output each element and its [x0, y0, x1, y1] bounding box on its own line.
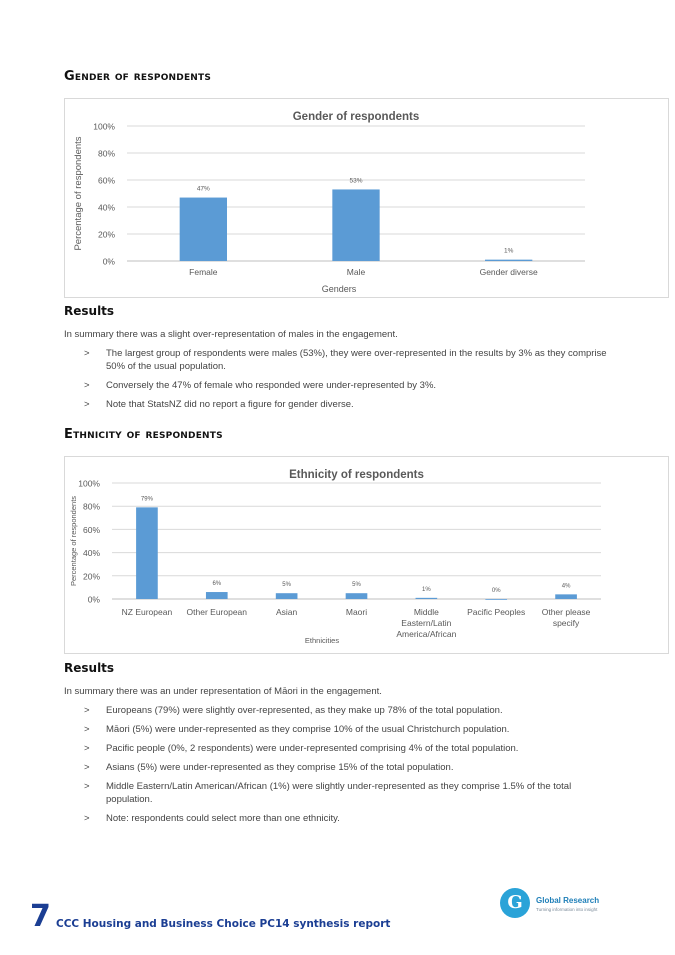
logo-tagline: Turning information into insight: [536, 907, 598, 912]
gender-section-heading: Gender of respondents: [64, 69, 212, 84]
gender-bullet-text: Note that StatsNZ did no report a figure for gender diverse.: [106, 399, 354, 410]
y-tick-label: 80%: [97, 148, 115, 159]
bar: [485, 260, 532, 261]
y-tick-label: 100%: [78, 478, 100, 489]
ethnicity-bullet-item: [84, 704, 619, 717]
bullet-marker-icon: >: [84, 743, 90, 754]
data-label: 6%: [212, 581, 222, 588]
y-axis-label: Percentage of respondents: [69, 495, 78, 587]
ethnicity-bullet-text: Middle Eastern/Latin American/African (1%) were slightly under-represented as they comprise 1.5% of the total population.: [106, 781, 572, 805]
ethnicity-bullet-item: [84, 780, 619, 806]
chart-title: Ethnicity of respondents: [289, 469, 424, 481]
page-number: 7: [30, 899, 51, 934]
bar: [332, 189, 379, 261]
x-axis-label: Ethnicities: [304, 636, 340, 645]
data-label: 4%: [561, 583, 571, 590]
data-label: 53%: [349, 177, 363, 185]
data-label: 5%: [352, 582, 361, 589]
ethnicity-bullet-text: Asians (5%) were under-represented as they comprise 15% of the total population.: [106, 762, 454, 773]
data-label: 79%: [140, 496, 153, 503]
y-tick-label: 40%: [97, 202, 115, 213]
x-tick-label: Eastern/Latin: [401, 618, 452, 628]
y-tick-label: 100%: [93, 121, 115, 132]
y-tick-label: 80%: [82, 501, 100, 512]
bar: [206, 592, 228, 599]
ethnicity-bullet-text: Māori (5%) were under-represented as they comprise 10% of the usual Christchurch population.: [106, 724, 510, 735]
x-tick-label: America/African: [396, 629, 457, 639]
ethnicity-bullet-item: [84, 742, 619, 755]
bar: [346, 593, 368, 599]
x-tick-label: NZ European: [121, 607, 173, 617]
bullet-marker-icon: >: [84, 399, 90, 410]
ethnicity-bullet-text: Pacific people (0%, 2 respondents) were under-represented comprising 4% of the total population.: [106, 743, 519, 754]
logo-name: Global Research: [536, 896, 600, 905]
x-tick-label: Male: [346, 267, 366, 277]
gender-summary: In summary there was a slight over-representation of males in the engagement.: [64, 329, 398, 340]
x-tick-label: Asian: [276, 607, 298, 617]
gender-bullet-item: [84, 398, 619, 411]
x-tick-label: Pacific Peoples: [467, 607, 526, 617]
gender-bullet-text: Conversely the 47% of female who responded were under-represented by 3%.: [106, 380, 437, 391]
data-label: 0%: [491, 588, 501, 594]
ethnicity-summary: In summary there was an under representation of Māori in the engagement.: [64, 686, 382, 697]
bullet-marker-icon: >: [84, 762, 90, 773]
logo-g-icon: G: [507, 892, 523, 913]
x-tick-label: Other please: [541, 607, 591, 617]
bullet-marker-icon: >: [84, 724, 90, 735]
y-tick-label: 60%: [97, 175, 115, 186]
data-label: 1%: [503, 247, 514, 255]
ethnicity-results-heading: Results: [64, 661, 115, 675]
x-tick-label: Gender diverse: [479, 267, 538, 277]
bullet-marker-icon: >: [84, 380, 90, 391]
data-label: 47%: [196, 185, 210, 193]
ethnicity-bullet-list: [84, 704, 619, 831]
ethnicity-chart: [64, 456, 669, 654]
ethnicity-bullet-item: [84, 812, 619, 825]
bullet-marker-icon: >: [84, 781, 90, 792]
ethnicity-section-heading: Ethnicity of respondents: [64, 427, 223, 442]
ethnicity-bullet-item: [84, 761, 619, 774]
gender-results-heading: Results: [64, 304, 115, 318]
data-label: 1%: [422, 586, 431, 593]
bar: [416, 598, 438, 599]
ethnicity-bullet-item: [84, 723, 619, 736]
y-tick-label: 20%: [97, 229, 115, 240]
gender-bullet-list: [84, 347, 619, 417]
y-axis-label: Percentage of respondents: [73, 136, 84, 251]
gender-bullet-item: [84, 379, 619, 392]
bullet-marker-icon: >: [84, 348, 90, 359]
bar: [555, 594, 577, 599]
gender-chart: [64, 98, 669, 298]
data-label: 5%: [282, 582, 291, 589]
bar: [276, 593, 298, 599]
gender-chart-svg: [65, 99, 668, 297]
x-tick-label: Maori: [345, 607, 368, 617]
y-tick-label: 0%: [87, 594, 100, 605]
ethnicity-bullet-text: Note: respondents could select more than one ethnicity.: [106, 813, 340, 824]
y-tick-label: 0%: [102, 256, 115, 267]
x-tick-label: Female: [189, 267, 218, 277]
bullet-marker-icon: >: [84, 705, 90, 716]
bar: [485, 599, 507, 600]
ethnicity-bullet-text: Europeans (79%) were slightly over-represented, as they make up 78% of the total population.: [106, 705, 503, 716]
chart-title: Gender of respondents: [292, 111, 420, 123]
gender-bullet-item: [84, 347, 619, 373]
y-tick-label: 60%: [82, 524, 100, 535]
y-tick-label: 40%: [82, 548, 100, 559]
bar: [136, 507, 158, 599]
report-title: CCC Housing and Business Choice PC14 synthesis report: [56, 918, 391, 930]
ethnicity-chart-svg: [65, 457, 668, 653]
gender-bullet-text: The largest group of respondents were males (53%), they were over-represented in the results by 3% as they comprise 50% of the usual population.: [106, 348, 607, 372]
x-tick-label: Other European: [186, 607, 248, 617]
bullet-marker-icon: >: [84, 813, 90, 824]
bar: [180, 198, 227, 261]
y-tick-label: 20%: [82, 571, 100, 582]
x-tick-label: Middle: [413, 607, 439, 617]
global-research-logo: [500, 888, 620, 922]
x-tick-label: specify: [552, 618, 580, 628]
x-axis-label: Genders: [321, 284, 357, 294]
